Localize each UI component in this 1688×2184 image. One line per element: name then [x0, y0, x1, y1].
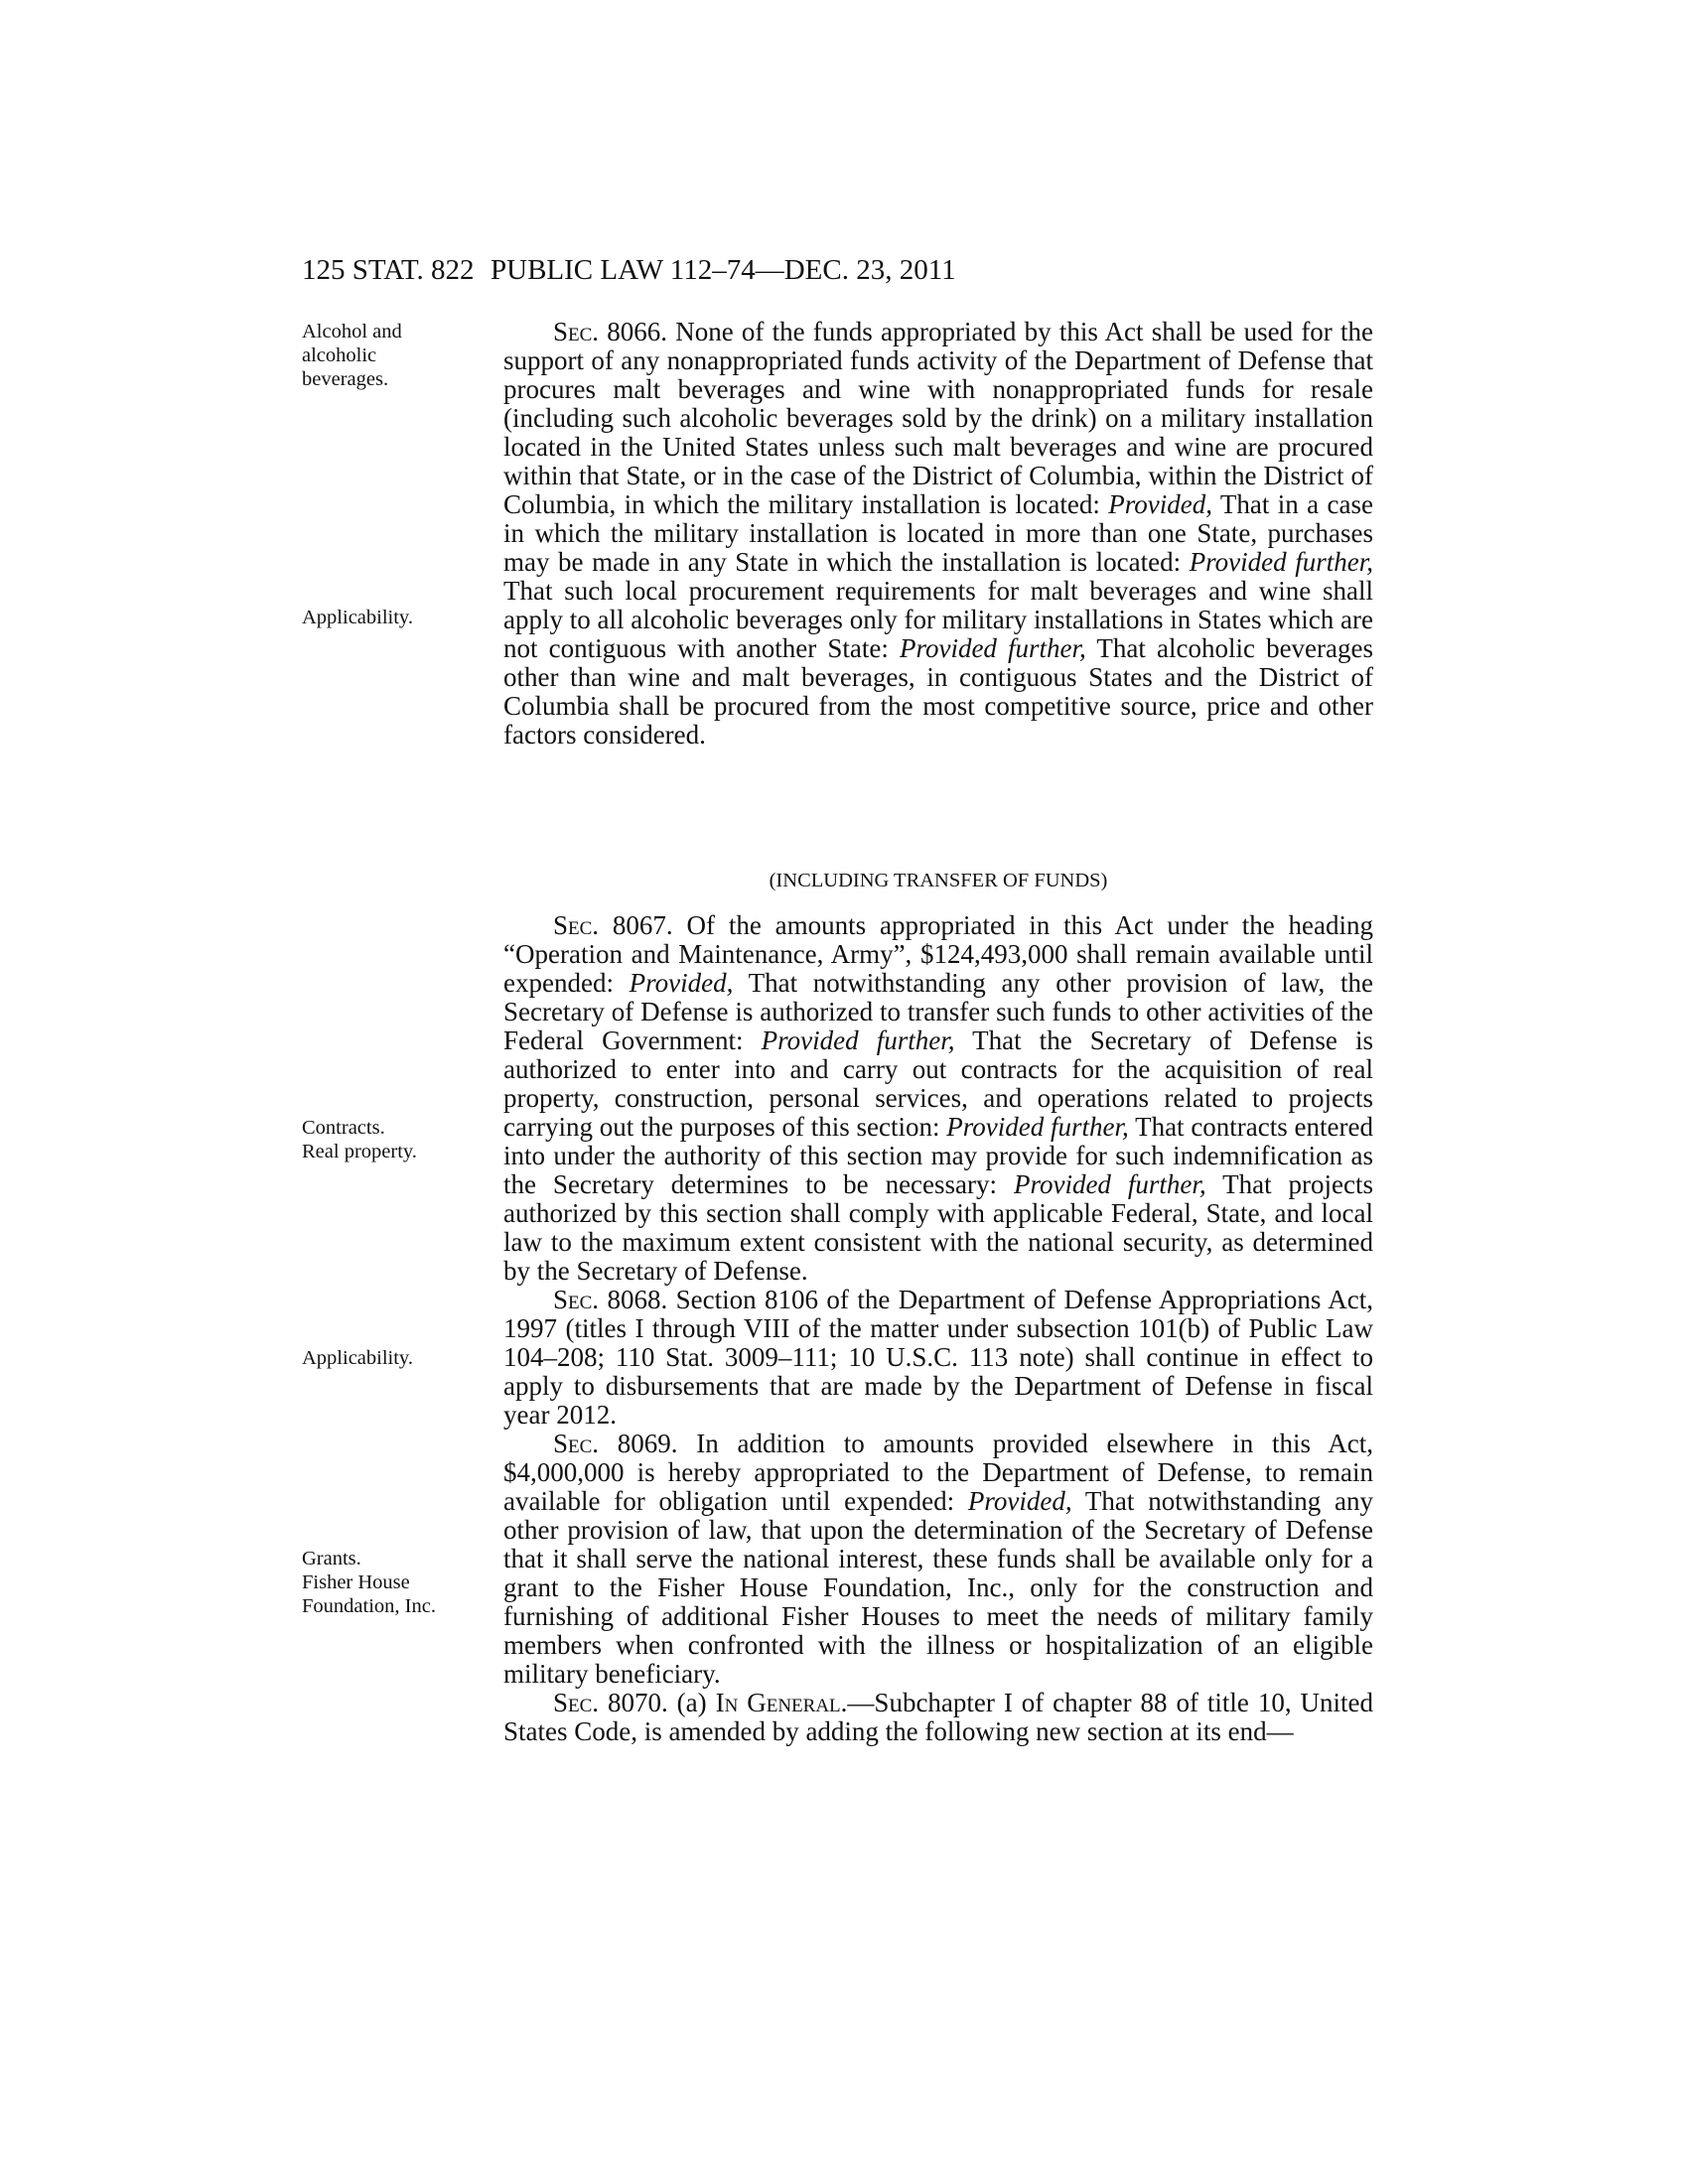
- proviso-italic: Provided,: [629, 968, 734, 998]
- proviso-italic: Provided further,: [1189, 547, 1373, 577]
- proviso-italic: Provided,: [1108, 489, 1212, 519]
- margin-note-line: Contracts.: [302, 1117, 385, 1139]
- margin-note-contracts: [302, 1116, 471, 1163]
- section-8066: [503, 318, 1373, 750]
- law-title: PUBLIC LAW 112–74—DEC. 23, 2011: [491, 254, 956, 286]
- in-general-heading: In General: [715, 1688, 841, 1717]
- sections-8067-8070: [503, 911, 1373, 1746]
- margin-note-alcohol: [302, 320, 471, 391]
- section-label: Sec.: [553, 1688, 600, 1717]
- section-8066-paragraph: Sec. 8066. None of the funds appropriated by this Act shall be used for the support of any nonappropriated funds activity of the Department of Defense that procures malt beverages and wine with nonappropriated funds for resale (including such alcoholic beverages sold by the drink) on a military installation located in the United States unless such malt beverages and wine are procured within that State, or in the case of the District of Columbia, within the District of Columbia, in which the military installation is located: Provided, That in a case in which the military installation is located in more than one State, purchases may be made in any State in which the installation is located: Provided further, That such local procurement requirements for malt beverages and wine shall apply to all alcoholic beverages only for military installations in States which are not contiguous with another State: Provided further, That alcoholic beverages other than wine and malt beverages, in contiguous States and the District of Columbia shall be procured from the most competitive source, price and other factors considered.: [503, 317, 1374, 750]
- stat-page-number: 125 STAT. 822: [302, 254, 475, 286]
- transfer-of-funds-heading: (INCLUDING TRANSFER OF FUNDS): [769, 870, 1108, 891]
- proviso-italic: Provided further,: [1013, 1169, 1206, 1199]
- section-8067-paragraph: Sec. 8067. Of the amounts appropriated in this Act under the heading “Operation and Maintenance, Army”, $124,493,000 shall remain available until expended: Provided, That notwithstanding any other provision of law, the Secretary of Defense is authorized to transfer such funds to other activities of the Federal Government: Provided further, That the Secretary of Defense is authorized to enter into and carry out contracts for the acquisition of real property, construction, personal services, and operations related to projects carrying out the purposes of this section: Provided further, That contracts entered into under the authority of this section may provide for such indemnification as the Secretary determines to be necessary: Provided further, That projects authorized by this section shall comply with applicable Federal, State, and local law to the maximum extent consistent with the national security, as determined by the Secretary of Defense.: [503, 910, 1374, 1286]
- margin-note-line: Foundation, Inc.: [302, 1595, 436, 1617]
- margin-note-line: Fisher House: [302, 1571, 410, 1593]
- proviso-italic: Provided further,: [946, 1112, 1129, 1142]
- section-label: Sec.: [553, 317, 600, 346]
- margin-note-line: Alcohol and: [302, 321, 402, 342]
- margin-note-grants: [302, 1547, 471, 1618]
- margin-note-line: alcoholic: [302, 344, 377, 366]
- margin-note-applicability-1: Applicability.: [302, 607, 413, 628]
- proviso-italic: Provided further,: [761, 1025, 955, 1055]
- running-header: [302, 250, 1376, 290]
- margin-note-line: beverages.: [302, 368, 389, 390]
- proviso-italic: Provided further,: [899, 633, 1086, 663]
- margin-note-line: Grants.: [302, 1548, 361, 1570]
- section-8069-paragraph: Sec. 8069. In addition to amounts provided elsewhere in this Act, $4,000,000 is hereby appropriated to the Department of Defense, to remain available for obligation until expended: Provided, That notwithstanding any other provision of law, that upon the determination of the Secretary of Defense that it shall serve the national interest, these funds shall be available only for a grant to the Fisher House Foundation, Inc., only for the construction and furnishing of additional Fisher Houses to meet the needs of military family members when confronted with the illness or hospitalization of an eligible military beneficiary.: [503, 1429, 1373, 1689]
- section-label: Sec.: [553, 910, 600, 940]
- margin-note-line: Real property.: [302, 1141, 417, 1162]
- section-label: Sec.: [553, 1429, 600, 1458]
- section-label: Sec.: [553, 1285, 600, 1314]
- margin-note-applicability-2: Applicability.: [302, 1347, 413, 1369]
- section-8068-paragraph: Sec. 8068. Section 8106 of the Department of Defense Appropriations Act, 1997 (titles I through VIII of the matter under subsection 101(b) of Public Law 104–208; 110 Stat. 3009–111; 10 U.S.C. 113 note) shall continue in effect to apply to disbursements that are made by the Department of Defense in fiscal year 2012.: [503, 1285, 1373, 1430]
- proviso-italic: Provided,: [967, 1486, 1072, 1516]
- section-8070-paragraph: Sec. 8070. (a) In General.—Subchapter I of chapter 88 of title 10, United States Code, is amended by adding the following new section at its end—: [503, 1688, 1374, 1746]
